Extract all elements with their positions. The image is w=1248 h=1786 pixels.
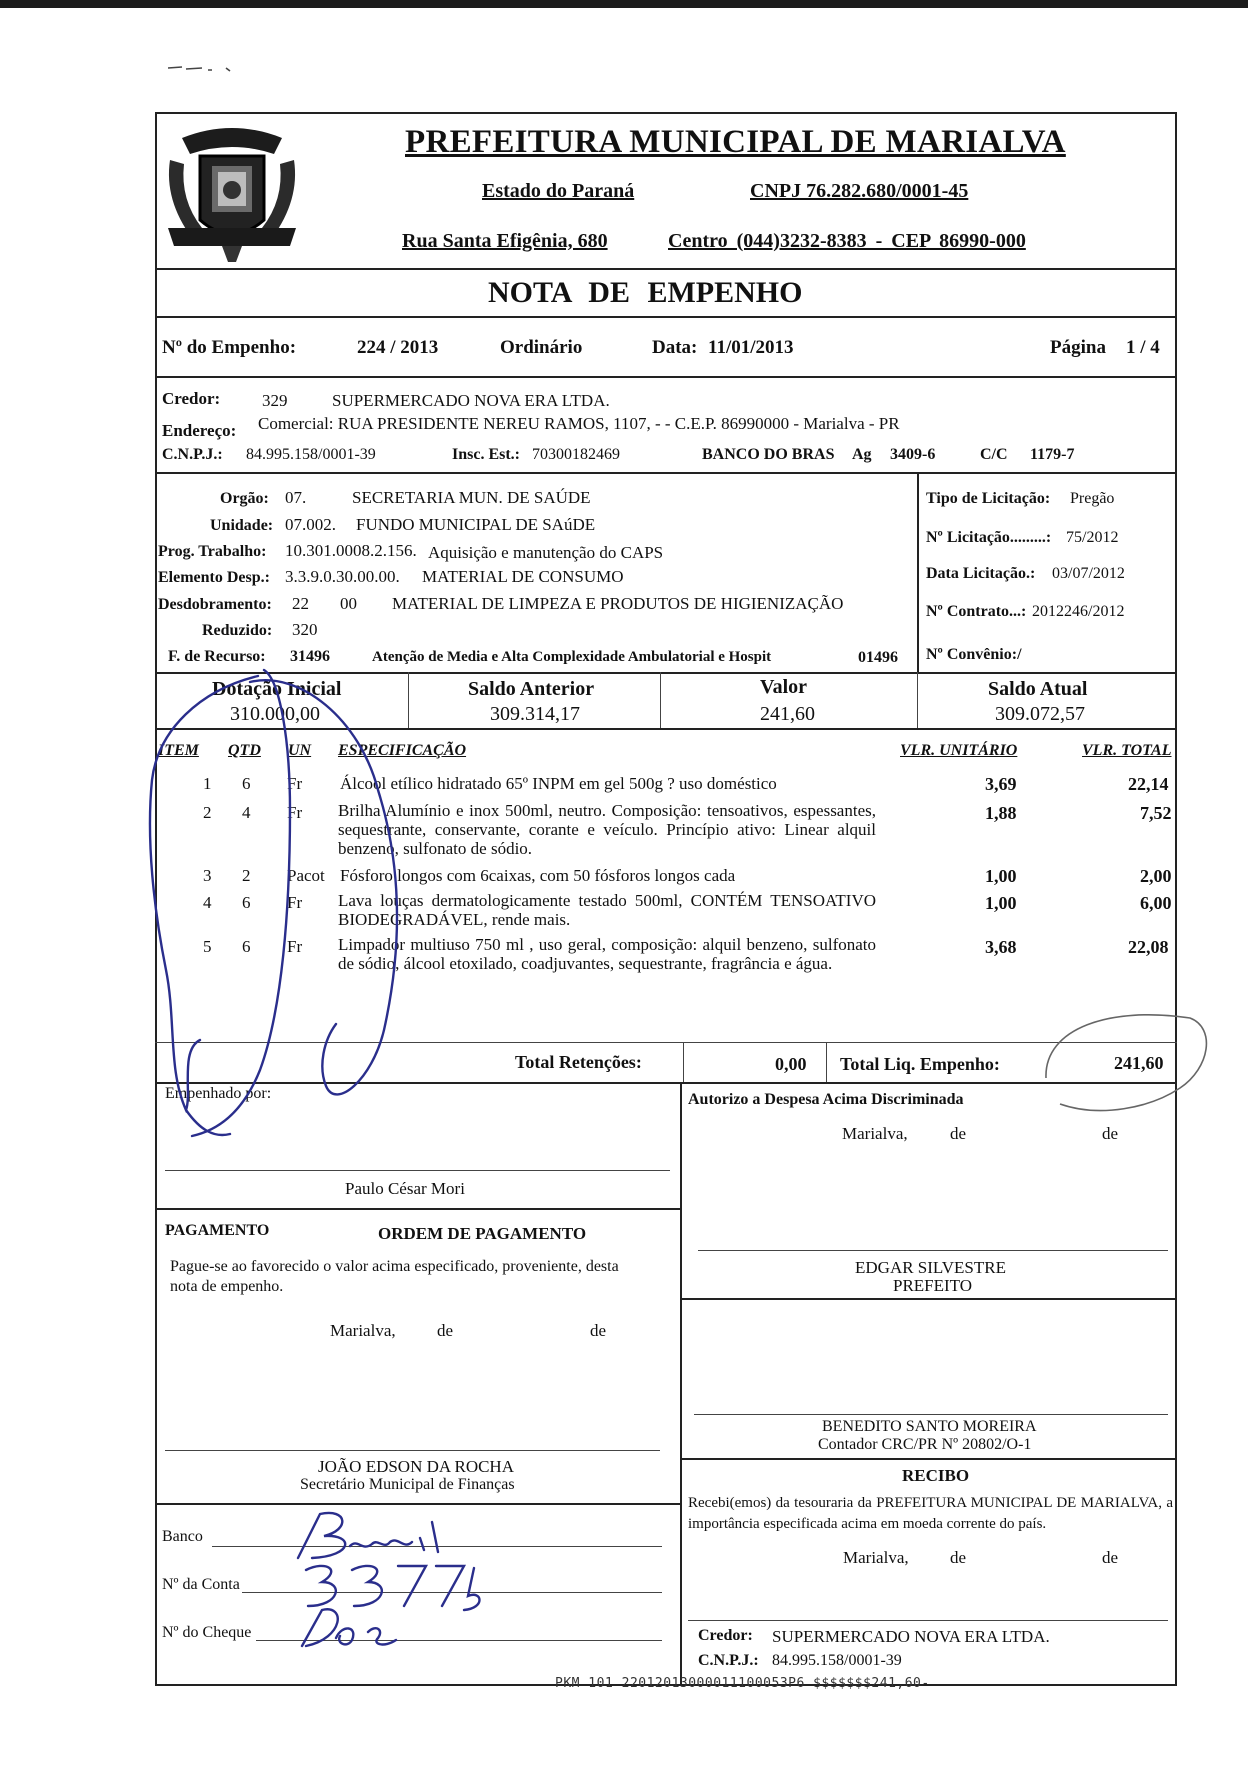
cnpj-label: C.N.P.J.: (162, 446, 223, 463)
divider (826, 1042, 827, 1082)
recibo-credor-label: Credor: (698, 1627, 753, 1644)
divider (155, 1208, 680, 1210)
divider (917, 472, 919, 672)
divider (155, 472, 1177, 474)
col-item: ITEM (158, 742, 199, 759)
pagamento-text: Pague-se ao favorecido o valor acima especificado, proveniente, desta nota de empenho. (170, 1258, 619, 1295)
recibo-cnpj-label: C.N.P.J.: (698, 1652, 759, 1669)
previous-balance-label: Saldo Anterior (468, 678, 595, 700)
orgao-label: Orgão: (220, 490, 269, 507)
secretary-name: JOÃO EDSON DA ROCHA (318, 1457, 514, 1476)
desdobramento-b: 00 (340, 594, 357, 613)
empenho-date-label: Data: (652, 337, 698, 358)
state-name: Estado do Paraná (482, 180, 635, 202)
ordem-pagamento-label: ORDEM DE PAGAMENTO (378, 1224, 587, 1243)
net-total-value: 241,60 (1114, 1053, 1164, 1073)
convenio-label: Nº Convênio:/ (926, 646, 1022, 663)
empenho-date: 11/01/2013 (708, 337, 794, 358)
orgao-code: 07. (285, 488, 307, 507)
item-unit-value: 3,68 (985, 937, 1017, 957)
contrato-number: 2012246/2012 (1032, 603, 1125, 620)
item-number: 3 (203, 866, 212, 885)
empenhado-name: Paulo César Mori (345, 1179, 465, 1198)
unidade-code: 07.002. (285, 515, 336, 534)
recibo-de-2: de (1102, 1548, 1119, 1567)
initial-allocation-value: 310.000,00 (230, 703, 320, 725)
ie-label: Insc. Est.: (452, 446, 521, 463)
divider (155, 376, 1177, 378)
item-total-value: 22,08 (1128, 937, 1169, 957)
item-total-value: 7,52 (1140, 803, 1172, 823)
item-spec: Fósforo longos com 6caixas, com 50 fósforos longos cada (340, 866, 736, 885)
licitacao-number: 75/2012 (1066, 529, 1119, 546)
item-un: Fr (287, 803, 303, 822)
col-total-value: VLR. TOTAL (1082, 742, 1172, 759)
col-un: UN (288, 742, 312, 759)
reduzido-value: 320 (292, 620, 318, 639)
signature-line (165, 1450, 660, 1451)
header-address: Rua Santa Efigênia, 680 (402, 230, 608, 252)
unidade-label: Unidade: (210, 517, 274, 534)
item-spec: Lava louças dermatologicamente testado 500ml, CONTÉM TENSOATIVO BIODEGRADÁVEL, rende mais. (338, 891, 876, 929)
scan-mark (168, 64, 250, 72)
accountant-role: Contador CRC/PR Nº 20802/O-1 (818, 1436, 1032, 1453)
licitacao-date: 03/07/2012 (1052, 565, 1125, 582)
item-un: Fr (287, 937, 303, 956)
recibo-credor-name: SUPERMERCADO NOVA ERA LTDA. (772, 1627, 1050, 1646)
bank-name: BANCO DO BRAS (702, 446, 835, 463)
recurso-code: 31496 (290, 648, 330, 665)
credor-code: 329 (262, 391, 288, 410)
net-total-label: Total Liq. Empenho: (840, 1054, 1000, 1074)
prog-label: Prog. Trabalho: (158, 543, 267, 560)
divider (155, 1503, 680, 1505)
empenhado-label: Empenhado por: (165, 1085, 272, 1102)
item-qtd: 6 (242, 893, 251, 912)
scan-top-edge (0, 0, 1248, 8)
col-qtd: QTD (228, 742, 261, 759)
empenho-number-label: Nº do Empenho: (162, 337, 297, 358)
header-cnpj: CNPJ 76.282.680/0001-45 (750, 180, 969, 202)
pagamento-label: PAGAMENTO (165, 1222, 270, 1239)
value-label: Valor (760, 676, 808, 698)
recibo-city: Marialva, (843, 1548, 909, 1567)
item-number: 5 (203, 937, 212, 956)
item-total-value: 2,00 (1140, 866, 1172, 886)
item-qtd: 2 (242, 866, 251, 885)
credor-name: SUPERMERCADO NOVA ERA LTDA. (332, 391, 610, 410)
pagamento-de-1: de (437, 1321, 454, 1340)
credor-address: Comercial: RUA PRESIDENTE NEREU RAMOS, 1107, - - C.E.P. 86990000 - Marialva - PR (258, 414, 900, 433)
retentions-label: Total Retenções: (515, 1052, 642, 1072)
divider (917, 672, 918, 728)
contrato-label: Nº Contrato...: (926, 603, 1027, 620)
handwritten-circle-mark (1040, 1008, 1210, 1128)
handwritten-signature (140, 610, 460, 1190)
prog-code: 10.301.0008.2.156. (285, 541, 417, 560)
current-balance-value: 309.072,57 (995, 703, 1085, 725)
recibo-de-1: de (950, 1548, 967, 1567)
recurso-name: Atenção de Media e Alta Complexidade Ambulatorial e Hospit (372, 649, 772, 665)
pagamento-city: Marialva, (330, 1321, 396, 1340)
previous-balance-value: 309.314,17 (490, 703, 580, 725)
agency-number: 3409-6 (890, 446, 936, 463)
item-unit-value: 1,00 (985, 893, 1017, 913)
item-spec: Limpador multiuso 750 ml , uso geral, composição: alquil benzeno, sulfonato de sódio, álcool etoxilado, coadjuvantes, sequestrante, fragrância e água. (338, 935, 876, 973)
mayor-role: PREFEITO (893, 1276, 973, 1295)
item-number: 2 (203, 803, 212, 822)
recibo-text: Recebi(emos) da tesouraria da PREFEITURA MUNICIPAL DE MARIALVA, a importância especificada acima em moeda corrente do país. (688, 1495, 1173, 1532)
coat-of-arms-logo (162, 120, 302, 266)
licitacao-date-label: Data Licitação.: (926, 565, 1036, 582)
empenho-number: 224 / 2013 (357, 337, 439, 358)
item-unit-value: 3,69 (985, 774, 1017, 794)
item-total-value: 22,14 (1128, 774, 1169, 794)
handwritten-cheque-doc (292, 1604, 412, 1650)
prog-name: Aquisição e manutenção do CAPS (428, 543, 664, 562)
pagamento-de-2: de (590, 1321, 607, 1340)
page-label: Página (1050, 337, 1106, 358)
autorizo-de-2: de (1102, 1124, 1119, 1143)
licitacao-type: Pregão (1070, 490, 1115, 507)
page-number: 1 / 4 (1126, 337, 1160, 358)
agency-label: Ag (852, 446, 872, 463)
item-qtd: 6 (242, 774, 251, 793)
divider (680, 1458, 1177, 1460)
item-un: Fr (287, 774, 303, 793)
credor-cnpj: 84.995.158/0001-39 (246, 446, 376, 463)
recibo-cnpj: 84.995.158/0001-39 (772, 1652, 902, 1669)
recibo-label: RECIBO (902, 1466, 970, 1485)
item-spec: Brilha Alumínio e inox 500ml, neutro. Composição: tensoativos, espessantes, sequestrante, conservante, corante e veículo. Princípio ativo: Linear alquil benzeno, sulfonato de sódio. (338, 801, 876, 858)
signature-line (694, 1414, 1168, 1415)
col-spec: ESPECIFICAÇÃO (338, 742, 467, 759)
orgao-name: SECRETARIA MUN. DE SAÚDE (352, 488, 591, 507)
divider (155, 268, 1177, 270)
desdobramento-label: Desdobramento: (158, 596, 272, 613)
divider (683, 1042, 684, 1082)
signature-line (698, 1250, 1168, 1251)
cheque-number-label: Nº do Cheque (162, 1624, 252, 1641)
credor-label: Credor: (162, 389, 221, 408)
recurso-label: F. de Recurso: (168, 648, 266, 665)
licitacao-number-label: Nº Licitação.........: (926, 529, 1052, 546)
item-number: 1 (203, 774, 212, 793)
col-unit-value: VLR. UNITÁRIO (900, 742, 1018, 759)
account-number-label: Nº da Conta (162, 1576, 240, 1593)
licitacao-type-label: Tipo de Licitação: (926, 490, 1051, 507)
item-un: Fr (287, 893, 303, 912)
elemento-code: 3.3.9.0.30.00.00. (285, 567, 400, 586)
item-total-value: 6,00 (1140, 893, 1172, 913)
account-label: C/C (980, 446, 1008, 463)
municipality-title: PREFEITURA MUNICIPAL DE MARIALVA (405, 124, 1066, 160)
item-qtd: 4 (242, 803, 251, 822)
item-number: 4 (203, 893, 212, 912)
divider (680, 1082, 682, 1686)
item-unit-value: 1,00 (985, 866, 1017, 886)
header-contact: Centro (044)3232-8383 - CEP 86990-000 (668, 230, 1026, 252)
item-qtd: 6 (242, 937, 251, 956)
bank-label: Banco (162, 1528, 203, 1545)
desdobramento-name: MATERIAL DE LIMPEZA E PRODUTOS DE HIGIENIZAÇÃO (392, 594, 844, 613)
divider (680, 1298, 1177, 1300)
item-unit-value: 1,88 (985, 803, 1017, 823)
mayor-name: EDGAR SILVESTRE (855, 1258, 1006, 1277)
account-number: 1179-7 (1030, 446, 1075, 463)
address-label: Endereço: (162, 421, 237, 440)
footer-code: PKM 101 22012013000011100053P6 $$$$$$$241,60- (555, 1676, 930, 1691)
autorizo-city: Marialva, (842, 1124, 908, 1143)
current-balance-label: Saldo Atual (988, 678, 1088, 700)
recurso-number: 01496 (858, 649, 898, 666)
value-amount: 241,60 (760, 703, 815, 725)
elemento-name: MATERIAL DE CONSUMO (422, 567, 624, 586)
unidade-name: FUNDO MUNICIPAL DE SAúDE (356, 515, 596, 534)
credor-ie: 70300182469 (532, 446, 620, 463)
divider (155, 316, 1177, 318)
accountant-name: BENEDITO SANTO MOREIRA (822, 1418, 1037, 1435)
autorizo-label: Autorizo a Despesa Acima Discriminada (688, 1091, 964, 1108)
signature-line (688, 1620, 1168, 1621)
divider (660, 672, 661, 728)
item-un: Pacot (287, 866, 325, 885)
item-spec: Álcool etílico hidratado 65º INPM em gel 500g ? uso doméstico (340, 774, 777, 793)
initial-allocation-label: Dotação Inicial (212, 678, 342, 700)
empenho-type: Ordinário (500, 337, 583, 358)
elemento-label: Elemento Desp.: (158, 569, 270, 586)
secretary-role: Secretário Municipal de Finanças (300, 1476, 515, 1493)
retentions-value: 0,00 (775, 1054, 807, 1074)
desdobramento-a: 22 (292, 594, 309, 613)
document-title: NOTA DE EMPENHO (488, 276, 803, 309)
autorizo-de-1: de (950, 1124, 967, 1143)
reduzido-label: Reduzido: (202, 622, 273, 639)
